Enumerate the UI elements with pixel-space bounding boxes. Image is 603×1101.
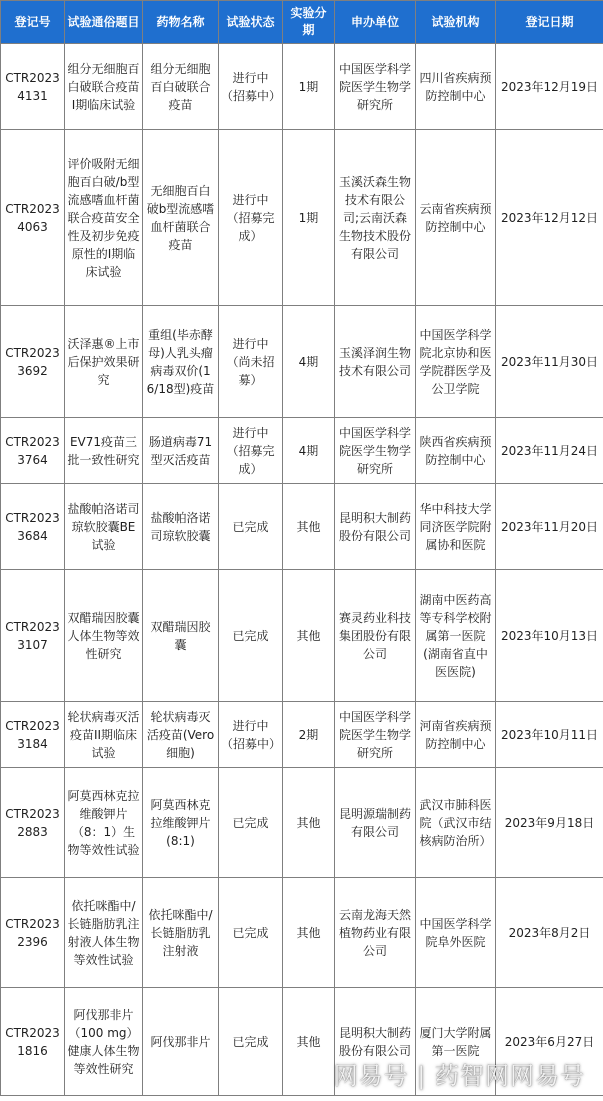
cell-trial-status: 进行中（尚未招募） (219, 306, 283, 418)
cell-institution: 湖南中医药高等专科学校附属第一医院(湖南省直中医医院) (416, 570, 496, 702)
cell-drug-name: 依托咪酯中/长链脂肪乳注射液 (143, 878, 219, 988)
cell-registration-no: CTR20232883 (1, 768, 65, 878)
cell-trial-title: 双醋瑞因胶囊人体生物等效性研究 (65, 570, 143, 702)
cell-drug-name: 轮状病毒灭活疫苗(Vero细胞) (143, 702, 219, 768)
table-row (1, 702, 603, 768)
cell-registration-date: 2023年11月20日 (496, 484, 603, 570)
cell-trial-status: 已完成 (219, 878, 283, 988)
cell-drug-name: 盐酸帕洛诺司琼软胶囊 (143, 484, 219, 570)
cell-registration-date: 2023年9月18日 (496, 768, 603, 878)
cell-trial-status: 已完成 (219, 768, 283, 878)
cell-phase: 其他 (283, 484, 335, 570)
cell-sponsor: 中国医学科学院医学生物学研究所 (335, 44, 416, 130)
cell-phase: 其他 (283, 768, 335, 878)
cell-drug-name: 阿莫西林克拉维酸钾片(8:1) (143, 768, 219, 878)
cell-trial-status: 已完成 (219, 570, 283, 702)
header-drug-name: 药物名称 (143, 1, 219, 44)
cell-trial-status: 进行中（招募中） (219, 44, 283, 130)
header-institution: 试验机构 (416, 1, 496, 44)
cell-registration-no: CTR20232396 (1, 878, 65, 988)
cell-registration-date: 2023年12月12日 (496, 130, 603, 306)
table-row (1, 306, 603, 418)
cell-registration-no: CTR20233764 (1, 418, 65, 484)
cell-registration-date: 2023年11月30日 (496, 306, 603, 418)
table-row (1, 484, 603, 570)
watermark: 网易号 | 药智网网易号 (333, 1062, 585, 1090)
cell-registration-no: CTR20233107 (1, 570, 65, 702)
table-row (1, 768, 603, 878)
cell-institution: 厦门大学附属第一医院 (416, 988, 496, 1096)
table-row (1, 878, 603, 988)
cell-phase: 4期 (283, 306, 335, 418)
cell-sponsor: 中国医学科学院医学生物学研究所 (335, 418, 416, 484)
cell-sponsor: 昆明源瑞制药有限公司 (335, 768, 416, 878)
table-row (1, 130, 603, 306)
cell-phase: 1期 (283, 44, 335, 130)
cell-trial-title: 轮状病毒灭活疫苗II期临床试验 (65, 702, 143, 768)
cell-trial-title: 沃泽惠®上市后保护效果研究 (65, 306, 143, 418)
cell-trial-title: EV71疫苗三批一致性研究 (65, 418, 143, 484)
cell-sponsor: 玉溪泽润生物技术有限公司 (335, 306, 416, 418)
table-row (1, 44, 603, 130)
header-registration-date: 登记日期 (496, 1, 603, 44)
cell-institution: 华中科技大学同济医学院附属协和医院 (416, 484, 496, 570)
cell-trial-status: 进行中（招募中） (219, 702, 283, 768)
cell-institution: 陕西省疾病预防控制中心 (416, 418, 496, 484)
cell-registration-no: CTR20233684 (1, 484, 65, 570)
cell-drug-name: 无细胞百白破b型流感嗜血杆菌联合疫苗 (143, 130, 219, 306)
cell-registration-no: CTR20233184 (1, 702, 65, 768)
cell-trial-status: 进行中（招募完成） (219, 130, 283, 306)
cell-registration-no: CTR20231816 (1, 988, 65, 1096)
cell-sponsor: 昆明积大制药股份有限公司 (335, 484, 416, 570)
cell-trial-title: 评价吸附无细胞百白破/b型流感嗜血杆菌联合疫苗安全性及初步免疫原性的I期临床试验 (65, 130, 143, 306)
cell-trial-title: 组分无细胞百白破联合疫苗Ⅰ期临床试验 (65, 44, 143, 130)
cell-registration-date: 2023年8月2日 (496, 878, 603, 988)
header-trial-title: 试验通俗题目 (65, 1, 143, 44)
cell-phase: 2期 (283, 702, 335, 768)
cell-phase: 其他 (283, 878, 335, 988)
cell-registration-date: 2023年11月24日 (496, 418, 603, 484)
cell-institution: 中国医学科学院北京协和医学院群医学及公卫学院 (416, 306, 496, 418)
cell-registration-no: CTR20234063 (1, 130, 65, 306)
cell-registration-date: 2023年6月27日 (496, 988, 603, 1096)
cell-sponsor: 赛灵药业科技集团股份有限公司 (335, 570, 416, 702)
header-phase: 实验分期 (283, 1, 335, 44)
cell-sponsor: 昆明积大制药股份有限公司 (335, 988, 416, 1096)
cell-drug-name: 组分无细胞百白破联合疫苗 (143, 44, 219, 130)
cell-trial-title: 阿莫西林克拉维酸钾片（8：1）生物等效性试验 (65, 768, 143, 878)
cell-registration-date: 2023年10月11日 (496, 702, 603, 768)
cell-drug-name: 肠道病毒71型灭活疫苗 (143, 418, 219, 484)
cell-drug-name: 阿伐那非片 (143, 988, 219, 1096)
cell-sponsor: 玉溪沃森生物技术有限公司;云南沃森生物技术股份有限公司 (335, 130, 416, 306)
cell-registration-no: CTR20234131 (1, 44, 65, 130)
table-row (1, 418, 603, 484)
cell-sponsor: 中国医学科学院医学生物学研究所 (335, 702, 416, 768)
cell-registration-date: 2023年12月19日 (496, 44, 603, 130)
cell-drug-name: 双醋瑞因胶囊 (143, 570, 219, 702)
cell-sponsor: 云南龙海天然植物药业有限公司 (335, 878, 416, 988)
cell-phase: 1期 (283, 130, 335, 306)
cell-trial-status: 已完成 (219, 484, 283, 570)
cell-registration-date: 2023年10月13日 (496, 570, 603, 702)
table-header-row (1, 1, 603, 44)
cell-phase: 其他 (283, 988, 335, 1096)
header-sponsor: 申办单位 (335, 1, 416, 44)
cell-phase: 其他 (283, 570, 335, 702)
cell-institution: 河南省疾病预防控制中心 (416, 702, 496, 768)
header-trial-status: 试验状态 (219, 1, 283, 44)
cell-trial-status: 已完成 (219, 988, 283, 1096)
cell-trial-title: 阿伐那非片（100 mg）健康人体生物等效性研究 (65, 988, 143, 1096)
cell-trial-title: 依托咪酯中/长链脂肪乳注射液人体生物等效性试验 (65, 878, 143, 988)
cell-institution: 武汉市肺科医院（武汉市结核病防治所） (416, 768, 496, 878)
table-row (1, 570, 603, 702)
cell-institution: 中国医学科学院阜外医院 (416, 878, 496, 988)
cell-registration-no: CTR20233692 (1, 306, 65, 418)
cell-drug-name: 重组(毕赤酵母)人乳头瘤病毒双价(16/18型)疫苗 (143, 306, 219, 418)
cell-institution: 四川省疾病预防控制中心 (416, 44, 496, 130)
cell-institution: 云南省疾病预防控制中心 (416, 130, 496, 306)
cell-trial-title: 盐酸帕洛诺司琼软胶囊BE试验 (65, 484, 143, 570)
header-registration-no: 登记号 (1, 1, 65, 44)
cell-phase: 4期 (283, 418, 335, 484)
cell-trial-status: 进行中（招募完成） (219, 418, 283, 484)
